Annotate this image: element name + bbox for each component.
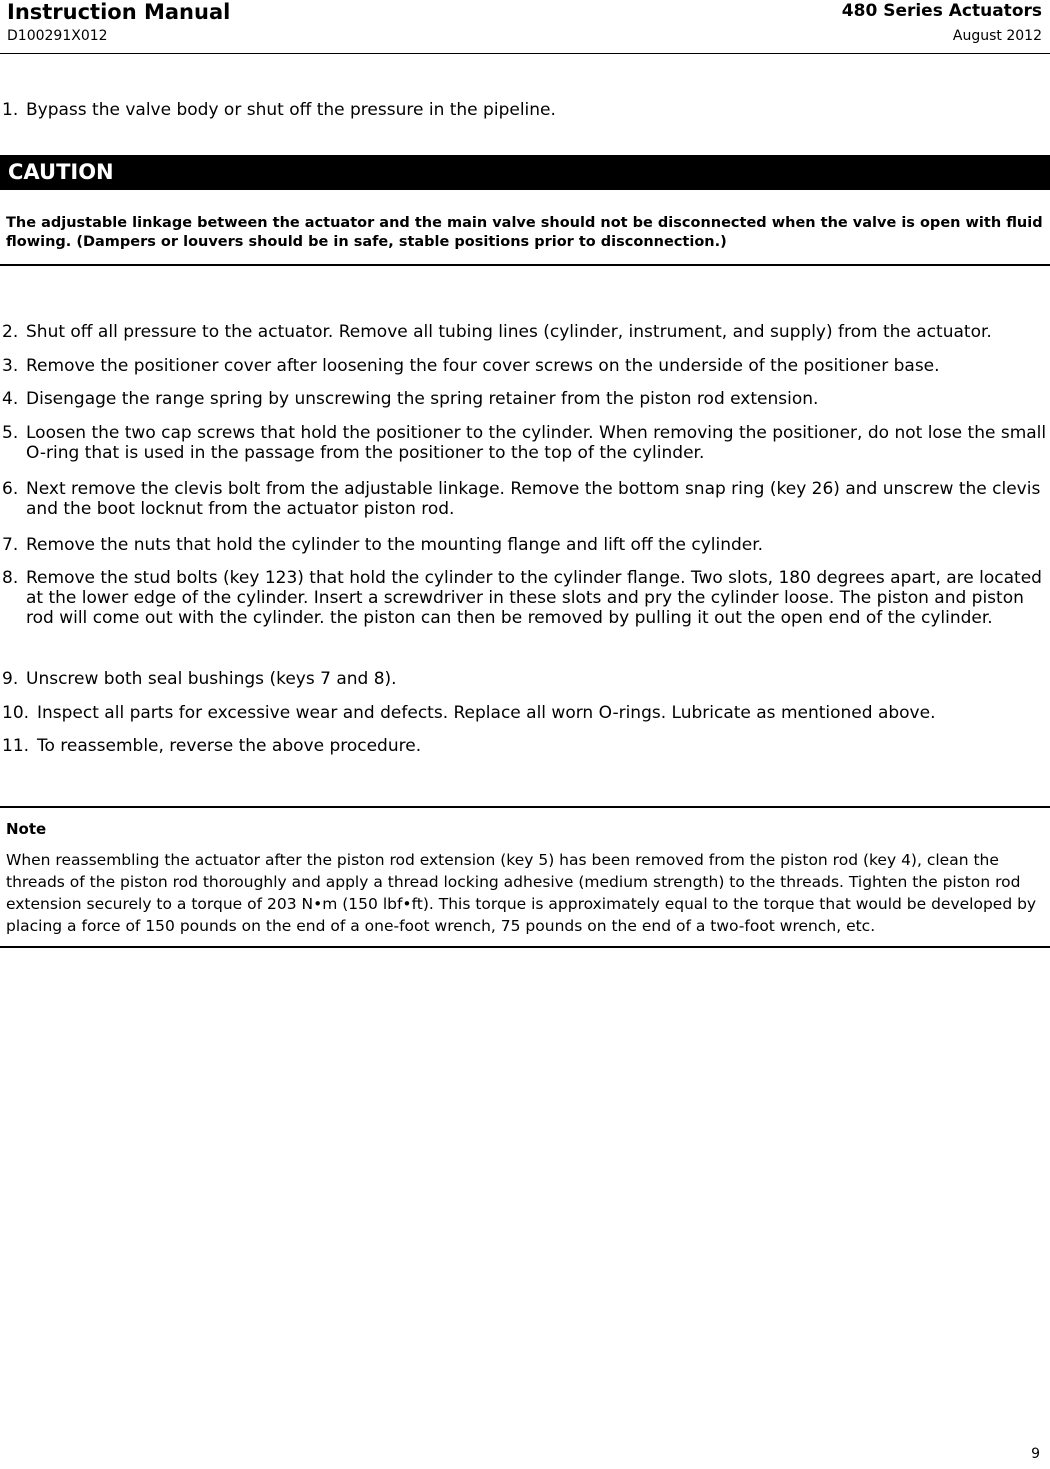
step-7 <box>2 535 1048 555</box>
step-1 <box>2 100 1048 120</box>
note-divider-top <box>0 806 1050 808</box>
manual-title: Instruction Manual <box>7 0 231 24</box>
step-number: 9. <box>2 669 19 689</box>
caution-banner <box>0 155 1050 190</box>
document-number: D100291X012 <box>7 28 108 44</box>
step-text: Remove the nuts that hold the cylinder to the mounting flange and lift off the cylinder. <box>26 535 764 555</box>
step-text: Remove the positioner cover after loosening the four cover screws on the underside of the positioner base. <box>26 356 940 376</box>
step-text: Unscrew both seal bushings (keys 7 and 8). <box>26 669 397 689</box>
page-header <box>0 0 1050 54</box>
page-number: 9 <box>1031 1446 1040 1462</box>
step-number: 8. <box>2 568 19 588</box>
note-text: When reassembling the actuator after the piston rod extension (key 5) has been removed from the piston rod (key 4), clean the threads of the piston rod thoroughly and apply a thread locking adhesive (medium strength) to the threads. Tighten the piston rod extension securely to a torque of 203 N•m (150 lbf•ft). This torque is approximately equal to the torque that would be developed by placing a force of 150 pounds on the end of a one-foot wrench, 75 pounds on the end of a two-foot wrench, etc. <box>6 851 1037 935</box>
step-number: 1. <box>2 100 19 120</box>
step-number: 3. <box>2 356 19 376</box>
step-10 <box>2 703 1048 723</box>
step-2 <box>2 322 1048 342</box>
step-number: 4. <box>2 389 19 409</box>
caution-label: CAUTION <box>8 160 114 184</box>
step-6 <box>2 479 1048 519</box>
step-number: 11. <box>2 736 30 756</box>
step-text: Shut off all pressure to the actuator. Remove all tubing lines (cylinder, instrument, and supply) from the actuator. <box>26 322 992 342</box>
step-number: 2. <box>2 322 19 342</box>
step-9 <box>2 669 1048 689</box>
step-3 <box>2 356 1048 376</box>
publication-date: August 2012 <box>952 28 1042 44</box>
caution-divider <box>0 264 1050 266</box>
step-text: Inspect all parts for excessive wear and defects. Replace all worn O-rings. Lubricate as mentioned above. <box>37 703 936 723</box>
step-text: Bypass the valve body or shut off the pressure in the pipeline. <box>26 100 556 120</box>
step-text: Next remove the clevis bolt from the adjustable linkage. Remove the bottom snap ring (key 26) and unscrew the clevis and the boot locknut from the actuator piston rod. <box>26 479 1041 519</box>
step-11 <box>2 736 1048 756</box>
caution-text: The adjustable linkage between the actuator and the main valve should not be disconnected when the valve is open with fluid flowing. (Dampers or louvers should be in safe, stable positions prior to disconnection.) <box>6 215 1043 250</box>
step-8 <box>2 568 1048 628</box>
step-text: Disengage the range spring by unscrewing the spring retainer from the piston rod extension. <box>26 389 819 409</box>
step-number: 5. <box>2 423 19 443</box>
step-text: To reassemble, reverse the above procedure. <box>37 736 422 756</box>
note-title: Note <box>6 820 47 838</box>
product-title: 480 Series Actuators <box>841 1 1042 21</box>
step-5 <box>2 423 1048 463</box>
step-number: 6. <box>2 479 19 499</box>
step-text: Remove the stud bolts (key 123) that hold the cylinder to the cylinder flange. Two slots, 180 degrees apart, are located at the lower edge of the cylinder. Insert a screwdriver in these slots and pry the cylinder loose. The piston and piston rod will come out with the cylinder. the piston can then be removed by pulling it out the open end of the cylinder. <box>26 568 1042 628</box>
step-4 <box>2 389 1048 409</box>
step-number: 10. <box>2 703 30 723</box>
step-number: 7. <box>2 535 19 555</box>
note-divider-bottom <box>0 946 1050 948</box>
step-text: Loosen the two cap screws that hold the positioner to the cylinder. When removing the positioner, do not lose the small O-ring that is used in the passage from the positioner to the top of the cylinder. <box>26 423 1047 463</box>
